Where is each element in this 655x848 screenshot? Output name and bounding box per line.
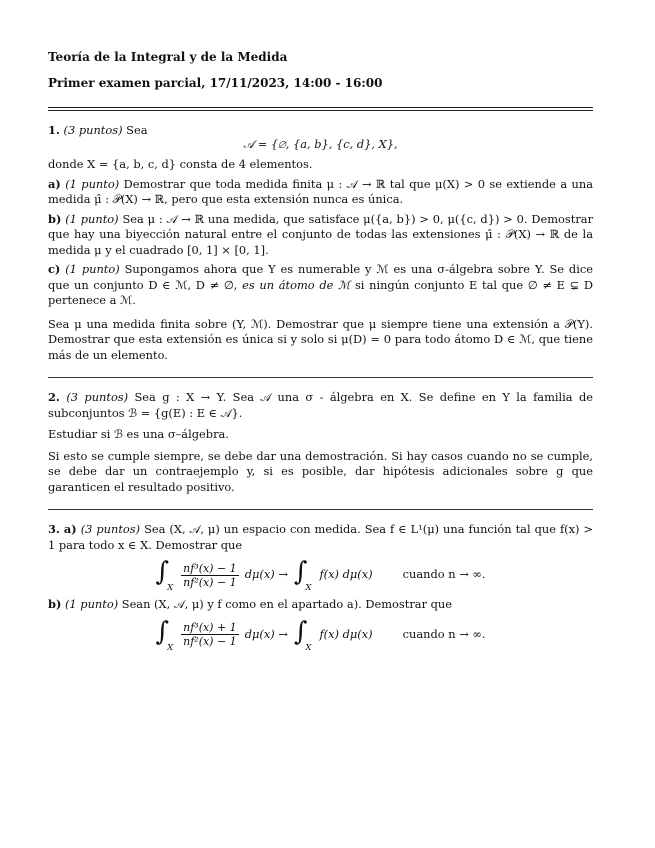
denominator: nf²(x) − 1 (183, 635, 237, 648)
numerator: nf³(x) − 1 (183, 561, 237, 575)
problem-1-where: donde X = {a, b, c, d} consta de 4 elementos. (48, 157, 313, 171)
problem-2 (48, 390, 593, 495)
problem-number: 3. (48, 522, 60, 536)
part-points: (1 punto) (65, 176, 120, 191)
section-divider (48, 509, 593, 510)
header-double-rule (48, 107, 593, 111)
part-text: Sea μ : 𝒜 → ℝ una medida, que satisface μ({a, b}) > 0, μ({c, d}) > 0. Demostrar que hay una biyección natural entre el conjunto de todas las extensiones μ̂ : 𝒫(X) → ℝ de la medida μ y el cuadrado [0, 1] × [0, 1]. (48, 211, 594, 257)
exam-title: Primer examen parcial, 17/11/2023, 14:00 - 16:00 (48, 75, 383, 90)
integral-sign: $\int_X$ (293, 557, 312, 593)
limit-formula-a (48, 559, 593, 591)
problem-text: Sea g : X → Y. Sea 𝒜 una σ - álgebra en X. Se define en Y la familia de subconjuntos ℬ = {g(E) : E ∈ 𝒜}. (48, 390, 594, 420)
problem-2-question: Estudiar si ℬ es una σ–álgebra. (48, 427, 229, 441)
problem-number: 2. (48, 390, 60, 404)
problem-1-part-a (48, 177, 593, 208)
problem-1 (48, 123, 593, 363)
problem-1-part-b (48, 212, 593, 259)
part-points: (1 punto) (64, 597, 119, 611)
problem-1-formula: 𝒜 = {∅, {a, b}, {c, d}, X}, (243, 136, 398, 151)
part-label: c) (48, 262, 61, 276)
part-text: Sea (X, 𝒜, μ) un espacio con medida. Sea f ∈ L¹(μ) una función tal que f(x) > 1 para todo x ∈ X. Demostrar que (48, 522, 594, 552)
fraction (181, 621, 239, 648)
part-points: (1 punto) (65, 211, 119, 226)
problem-2-intro (48, 390, 593, 421)
limit-formula-b (48, 616, 593, 653)
problem-1-closing: Sea μ una medida finita sobre (Y, ℳ). Demostrar que μ siempre tiene una extensión a 𝒫(Y). Demostrar que esta extensión es única si y solo si μ(D) = 0 para todo átomo D ∈ ℳ, que tiene más de un elemento. (48, 316, 593, 362)
part-label: b) (48, 211, 62, 226)
problem-3 (48, 522, 593, 651)
part-label: a) (48, 176, 61, 191)
part-label: b) (48, 597, 62, 611)
numerator: nf³(x) + 1 (183, 621, 237, 634)
limit-condition: cuando n → ∞. (402, 626, 486, 641)
part-text: Sean (X, 𝒜, μ) y f como en el apartado a). Demostrar que (121, 597, 453, 611)
integral-sign: $\int_X$ (293, 616, 312, 653)
limit-integrand: f(x) dμ(x) (319, 567, 373, 582)
part-points: (1 punto) (65, 262, 120, 276)
problem-3-part-a (48, 522, 593, 553)
limit-condition: cuando n → ∞. (402, 567, 486, 582)
problem-points: (3 puntos) (63, 123, 123, 137)
atom-definition: es un átomo de ℳ (242, 277, 351, 292)
part-points: (3 puntos) (80, 522, 141, 536)
integral-sign: $\int_X$ (155, 557, 174, 593)
problem-3-part-b (48, 597, 593, 613)
problem-2-closing: Si esto se cumple siempre, se debe dar una demostración. Si hay casos cuando no se cumple, se debe dar un contraejemplo y, si es posible, dar hipótesis adicionales sobre g que garanticen el resultado positivo. (48, 448, 593, 494)
problem-points: (3 puntos) (66, 390, 129, 404)
exam-page (48, 50, 593, 657)
problem-1-part-c (48, 262, 593, 309)
problem-text: Sea (126, 123, 148, 137)
measure-arrow: dμ(x) → (244, 567, 288, 582)
limit-integrand: f(x) dμ(x) (319, 626, 373, 641)
course-title: Teoría de la Integral y de la Medida (48, 50, 288, 64)
fraction (181, 562, 239, 589)
problem-number: 1. (48, 123, 60, 137)
part-text-2: si ningún conjunto E tal que ∅ ≠ E ⊊ D pertenece a ℳ. (48, 277, 594, 307)
integral-sign: $\int_X$ (155, 616, 174, 653)
part-text: Demostrar que toda medida finita μ : 𝒜 → ℝ tal que μ(X) > 0 se extiende a una medida μ̂ : 𝒫(X) → ℝ, pero que esta extensión nunca es única. (48, 176, 594, 206)
denominator: nf²(x) − 1 (183, 575, 237, 589)
part-label: a) (63, 522, 77, 536)
part-text: Supongamos ahora que Y es numerable y ℳ es una σ-álgebra sobre Y. Se dice que un conjunto D ∈ ℳ, D ≠ ∅, (48, 262, 593, 292)
section-divider (48, 377, 593, 378)
measure-arrow: dμ(x) → (244, 626, 288, 641)
